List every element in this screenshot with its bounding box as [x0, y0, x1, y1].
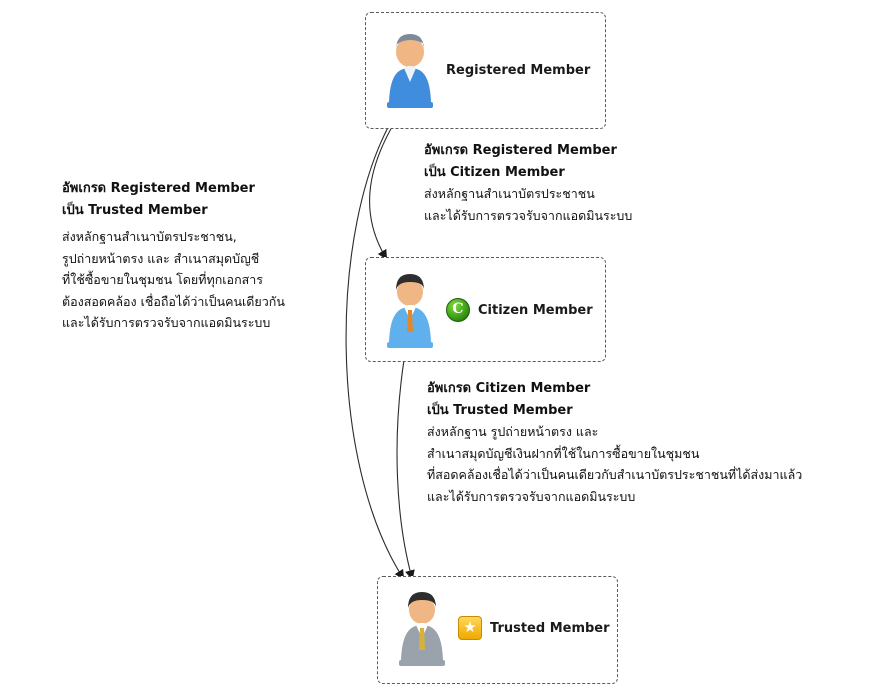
annotation-body-line: รูปถ่ายหน้าตรง และ สำเนาสมุดบัญชี [62, 250, 260, 266]
annotation-heading-line: อัพเกรด Registered Member [62, 181, 255, 196]
annotation-body-line: และได้รับการตรวจรับจากแอดมินระบบ [424, 207, 633, 223]
annotation-body-line: ส่งหลักฐานสำเนาบัตรประชาชน [424, 186, 595, 201]
annotation-body-line: ที่ใช้ซื้อขายในชุมชน โดยที่ทุกเอกสาร [62, 272, 263, 287]
annotation-citizen-to-trusted [427, 382, 887, 503]
citizen-badge-icon: C [446, 298, 470, 322]
annotation-body-line: และได้รับการตรวจรับจากแอดมินระบบ [427, 488, 636, 504]
node-citizen-member-label: Citizen Member [478, 302, 593, 318]
annotation-body-line: ต้องสอดคล้อง เชื่อถือได้ว่าเป็นคนเดียวกัน [62, 293, 285, 309]
annotation-heading-line: เป็น Trusted Member [427, 403, 573, 418]
annotation-registered-to-citizen [424, 144, 844, 222]
annotation-heading-line: เป็น Citizen Member [424, 165, 565, 180]
node-trusted-member-content [394, 588, 610, 668]
annotation-heading-line: เป็น Trusted Member [62, 203, 208, 218]
node-registered-member-content [382, 30, 590, 110]
annotation-body-line: และได้รับการตรวจรับจากแอดมินระบบ [62, 315, 271, 330]
annotation-body-line: สำเนาสมุดบัญชีเงินฝากที่ใช้ในการซื้อขายในชุมชน [427, 445, 700, 461]
node-trusted-member-label: Trusted Member [490, 620, 610, 636]
node-citizen-member-content [382, 270, 593, 350]
user-avatar-icon [394, 588, 450, 668]
annotation-body-line: ที่สอดคล้องเชื่อได้ว่าเป็นคนเดียวกับสำเนาบัตรประชาชนที่ได้ส่งมาแล้ว [427, 467, 803, 482]
annotation-body-line: ส่งหลักฐานสำเนาบัตรประชาชน, [62, 229, 237, 244]
node-registered-member-label: Registered Member [446, 62, 591, 78]
annotation-body-line: ส่งหลักฐาน รูปถ่ายหน้าตรง และ [427, 424, 599, 439]
user-avatar-icon [382, 270, 438, 350]
star-badge-icon: ★ [458, 616, 482, 640]
annotation-heading-line: อัพเกรด Registered Member [424, 143, 617, 158]
user-avatar-icon [382, 30, 438, 110]
annotation-heading-line: อัพเกรด Citizen Member [427, 381, 591, 396]
annotation-registered-to-trusted [62, 182, 362, 330]
